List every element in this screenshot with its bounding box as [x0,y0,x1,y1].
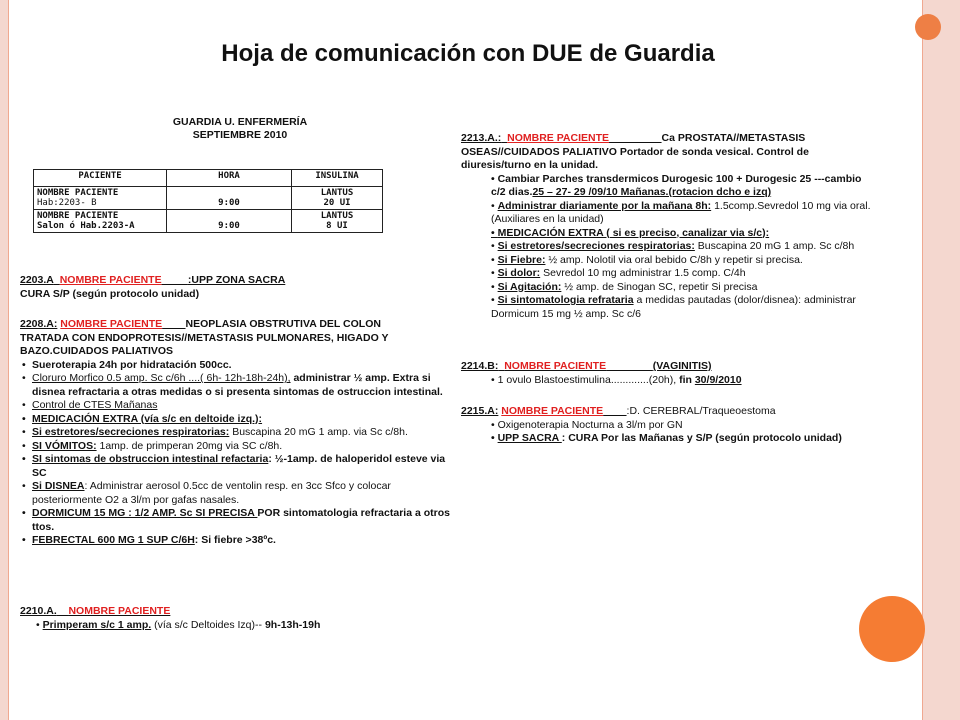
column-header-insulina: INSULINA [292,170,383,187]
patient-name: NOMBRE PACIENTE [60,318,163,330]
diagnosis: NEOPLASIA OBSTRUTIVA DEL COLON [185,318,381,330]
room-number: 2214.B: [461,360,499,372]
table-header-row [34,170,383,187]
list-item: • 1 ovulo Blastoestimulina.............(20h), fin 30/9/2010 [491,373,742,386]
patient-2203-block [20,274,440,301]
patient-name: NOMBRE PACIENTE [37,211,119,221]
room-number: 2215.A: [461,405,499,417]
cell-paciente [34,187,167,210]
treatment-list [20,359,456,548]
treatment-list [461,173,877,322]
list-item: • Sueroterapia 24h por hidratación 500cc. [20,359,456,373]
section-header-line2: SEPTIEMBRE 2010 [192,129,288,141]
patient-name: NOMBRE PACIENTE [507,132,610,144]
patient-2210-block [20,605,440,632]
insulin-type: LANTUS [320,211,354,221]
right-frame-line [922,0,923,720]
cell-insulina [292,187,383,210]
diagnosis: Ca PROSTATA//METASTASIS OSEAS//CUIDADOS PALIATIVO Portador de sonda vesical. Control de diuresis/turno en la unidad. [461,132,809,171]
table-row [34,187,383,210]
patient-2208-block [20,318,456,548]
list-item: • MEDICACIÓN EXTRA ( si es preciso, canalizar via s/c): [491,226,770,239]
diagnosis-detail: TRATADA CON ENDOPROTESIS//METASTASIS PULMONARES, HIGADO Y BAZO.CUIDADOS PALIATIVOS [20,331,389,357]
list-item: • FEBRECTAL 600 MG 1 SUP C/6H: Si fiebre >38ºc. [20,534,456,548]
patient-room: Hab:2203- B [37,198,97,208]
patient-name: NOMBRE PACIENTE [501,405,604,417]
cell-hora: 9:00 [167,187,292,210]
list-item: • Cambiar Parches transdermicos Durogesic 100 + Durogesic 25 ---cambio c/2 dias.25 – 27- 29 /09/10 Mañanas.(rotacion dcho e izq) [491,172,862,198]
diagnosis: :UPP ZONA SACRA [187,274,286,286]
decorative-circle-small [915,14,941,40]
patient-2203-heading [20,274,440,288]
list-item: • Administrar diariamente por la mañana 8h: 1.5comp.Sevredol 10 mg via oral.(Auxiliares en la unidad) [491,199,871,225]
list-item: • Si estretores/secreciones respiratorias: Buscapina 20 mG 1 amp. Sc c/8h [491,240,855,252]
page-title: Hoja de comunicación con DUE de Guardia [221,40,715,67]
patient-2210-heading [20,605,440,619]
patient-name: NOMBRE PACIENTE [504,360,607,372]
decorative-circle-large [859,596,925,662]
list-item: • Cloruro Morfico 0.5 amp. Sc c/6h ....( 6h- 12h-18h-24h), administrar ½ amp. Extra si disnea refractaria a otras medidas o si presenta sintomas de ostruccion intestinal. [20,372,456,399]
patient-name: NOMBRE PACIENTE [37,188,119,198]
patient-2214-heading [461,360,877,374]
room-number: 2213.A.: [461,132,502,144]
list-item: • Si dolor: Sevredol 10 mg administrar 1.5 comp. C/4h [491,267,746,279]
section-header-line1: GUARDIA U. ENFERMERÍA [172,116,308,128]
list-item: • Oxigenoterapia Nocturna a 3l/m por GN [491,418,683,431]
list-item: • UPP SACRA : CURA Por las Mañanas y S/P (según protocolo unidad) [491,432,842,444]
list-item: • SI sintomas de obstruccion intestinal refactaria: ½-1amp. de haloperidol esteve via SC [20,453,456,480]
diagnosis: (VAGINITIS) [652,360,712,372]
cell-hora: 9:00 [167,210,292,233]
right-frame-band [923,0,960,720]
cell-insulina [292,210,383,233]
list-item: • Si DISNEA: Administrar aerosol 0.5cc de ventolin resp. en 3cc Sfco y colocar posteriormente O2 a 3l/m por gafas nasales. [20,480,456,507]
patient-2213-block [461,132,877,321]
patient-2215-block [461,405,901,446]
list-item: • Si sintomatologia refrataria a medidas pautadas (dolor/disnea): administrar Dormicum 15 mg ½ amp. Sc c/6 [491,294,856,320]
cell-paciente [34,210,167,233]
column-header-paciente: PACIENTE [34,170,167,187]
list-item: • Si Agitación: ½ amp. de Sinogan SC, repetir Si precisa [491,280,758,293]
list-item: • Si estretores/secreciones respiratorias: Buscapina 20 mG 1 amp. via Sc c/8h. [20,426,456,440]
insulin-dose: 8 UI [326,221,348,231]
patient-name: NOMBRE PACIENTE [59,274,162,286]
insulin-type: LANTUS [320,188,354,198]
patient-2213-heading [461,132,877,173]
room-number: 2203.A [20,274,54,286]
left-frame-band [0,0,8,720]
column-header-hora: HORA [167,170,292,187]
left-frame-line [8,0,9,720]
list-item: • SI VÓMITOS: 1amp. de primperan 20mg via SC c/8h. [20,440,456,454]
patient-2215-heading [461,405,901,419]
list-item: • Primperam s/c 1 amp. (vía s/c Deltoides Izq)-- 9h-13h-19h [36,618,321,631]
list-item: • Control de CTES Mañanas [20,399,456,413]
list-item: • MEDICACIÓN EXTRA (vía s/c en deltoide izq.): [20,413,456,427]
list-item: • Si Fiebre: ½ amp. Nolotil via oral bebido C/8h y repetir si precisa. [491,253,803,266]
patient-2214-block [461,360,877,387]
insulin-dose: 20 UI [323,198,351,208]
care-instruction: CURA S/P (según protocolo unidad) [20,287,200,300]
table-row [34,210,383,233]
list-item: • DORMICUM 15 MG : 1/2 AMP. Sc SI PRECISA POR sintomatologia refractaria a otros ttos. [20,507,456,534]
room-number: 2210.A. [20,605,57,617]
patient-name: NOMBRE PACIENTE [68,605,171,617]
patient-room: Salon ó Hab.2203-A [37,221,135,231]
insulin-table [33,169,383,233]
diagnosis: :D. CEREBRAL/Traqueoestoma [626,405,776,417]
room-number: 2208.A: [20,318,58,330]
patient-2208-heading [20,318,456,332]
